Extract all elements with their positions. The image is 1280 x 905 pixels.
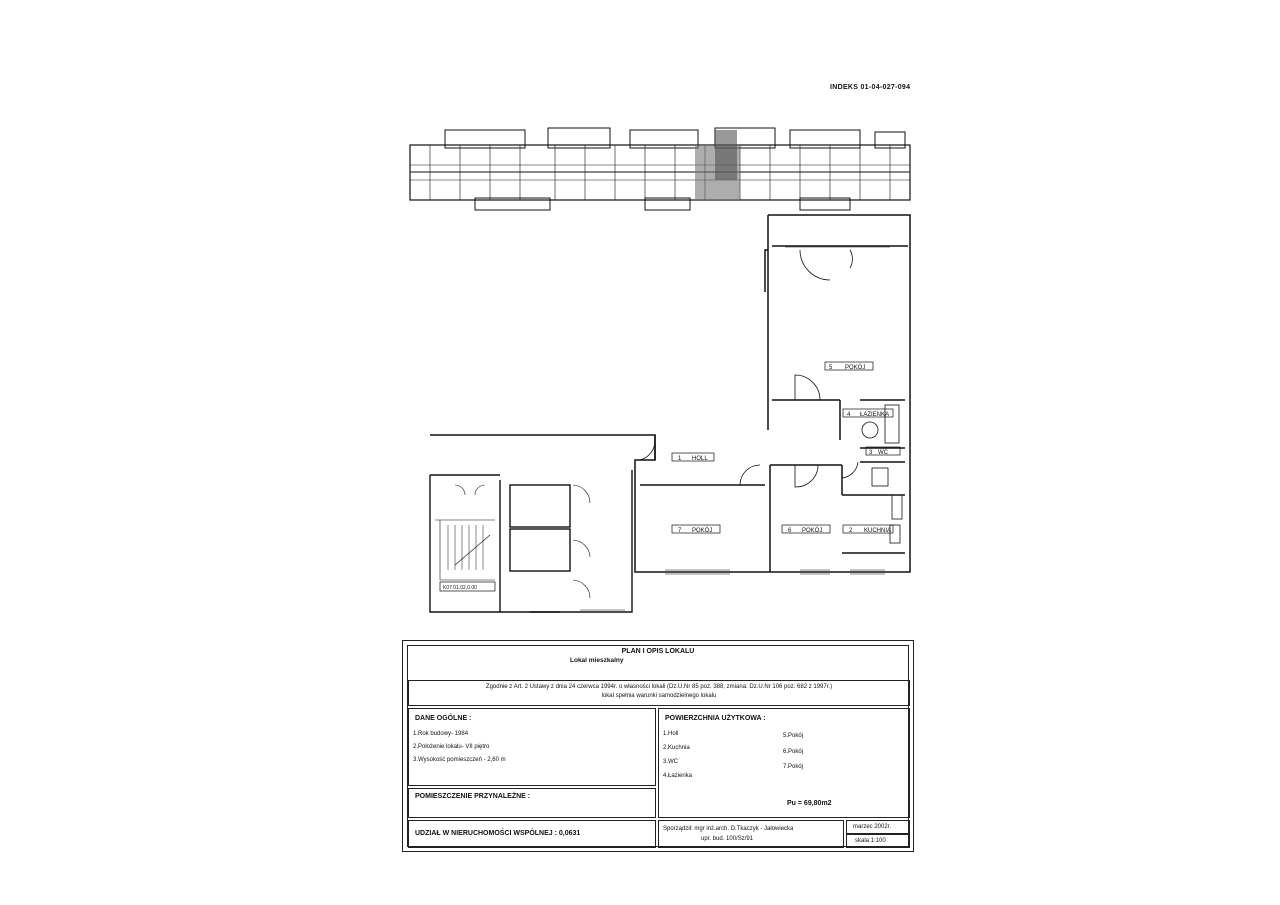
general-data-item: 1.Rok budowy- 1984 <box>413 731 469 737</box>
area-item: 4.Łazienka <box>663 773 693 779</box>
building-key-plan <box>410 128 910 210</box>
room-5-label: 5 <box>829 365 833 371</box>
general-data-item: 2.Położenie lokalu- VII piętro <box>413 744 490 750</box>
card-subtitle: Lokal mieszkalny <box>570 657 624 664</box>
total-usable-area: Pu = 69,80m2 <box>787 800 832 807</box>
general-data-title: DANE OGÓLNE : <box>415 715 472 722</box>
card-title: PLAN I OPIS LOKALU <box>621 648 695 655</box>
legal-box <box>408 680 910 706</box>
svg-text:KUCHNIA: KUCHNIA <box>864 528 892 534</box>
svg-text:3: 3 <box>869 450 873 456</box>
svg-text:6: 6 <box>788 528 792 534</box>
general-data-box <box>408 708 656 786</box>
area-item: 6.Pokój <box>783 749 804 755</box>
appurtenant-box <box>408 788 656 818</box>
legal-line-1: Zgodnie z Art. 2 Ustawy z dnia 24 czerwca 1994r. o własności lokali (Dz.U.Nr 85 poz. 388, zmiana: Dz.U.Nr 106 poz. 682 z 1997r.) <box>485 684 833 690</box>
area-item: 3.WC <box>663 759 678 765</box>
scale-box <box>846 834 910 848</box>
date-box <box>846 820 910 834</box>
svg-text:7: 7 <box>678 528 682 534</box>
svg-text:WC: WC <box>878 450 888 456</box>
svg-text:1: 1 <box>678 456 682 462</box>
svg-text:4: 4 <box>847 412 851 418</box>
svg-text:HOLL: HOLL <box>692 456 708 462</box>
description-card <box>402 640 914 852</box>
appurtenant-title: POMIESZCZENIE PRZYNALEŻNE : <box>415 793 531 800</box>
area-item: 7.Pokój <box>783 764 804 770</box>
general-data-item: 3.Wysokość pomieszczeń - 2,60 m <box>413 757 506 763</box>
svg-text:POKÓJ: POKÓJ <box>692 528 713 534</box>
share-box <box>408 820 656 848</box>
svg-text:ŁAZIENKA: ŁAZIENKA <box>860 412 890 418</box>
usable-area-box <box>658 708 910 818</box>
area-item: 2.Kuchnia <box>663 745 690 751</box>
svg-text:2: 2 <box>849 528 853 534</box>
door-swings <box>640 250 902 543</box>
apartment-walls <box>430 215 910 572</box>
author-box <box>658 820 844 848</box>
area-item: 5.Pokój <box>783 733 804 739</box>
area-item: 1.Holl <box>663 731 679 737</box>
scale-value: skala 1:100 <box>855 838 886 844</box>
date-value: marzec 2002r. <box>853 824 892 830</box>
author-line: Sporządził: mgr inż.arch. D.Tkaczyk - Jałowiecka <box>663 826 794 832</box>
index-number: INDEKS 01-04-027-094 <box>830 84 911 91</box>
svg-text:K07 01.02.0.00: K07 01.02.0.00 <box>443 585 477 591</box>
svg-text:POKÓJ: POKÓJ <box>845 365 866 371</box>
legal-line-2: lokal spełnia warunki samodzielnego lokalu <box>601 693 717 699</box>
share-value: UDZIAŁ W NIERUCHOMOŚCI WSPÓLNEJ : 0,0631 <box>415 830 581 837</box>
svg-text:POKÓJ: POKÓJ <box>802 528 823 534</box>
usable-area-title: POWIERZCHNIA UŻYTKOWA : <box>665 715 766 722</box>
license-line: upr. bud. 100/Sz/91 <box>701 836 754 842</box>
